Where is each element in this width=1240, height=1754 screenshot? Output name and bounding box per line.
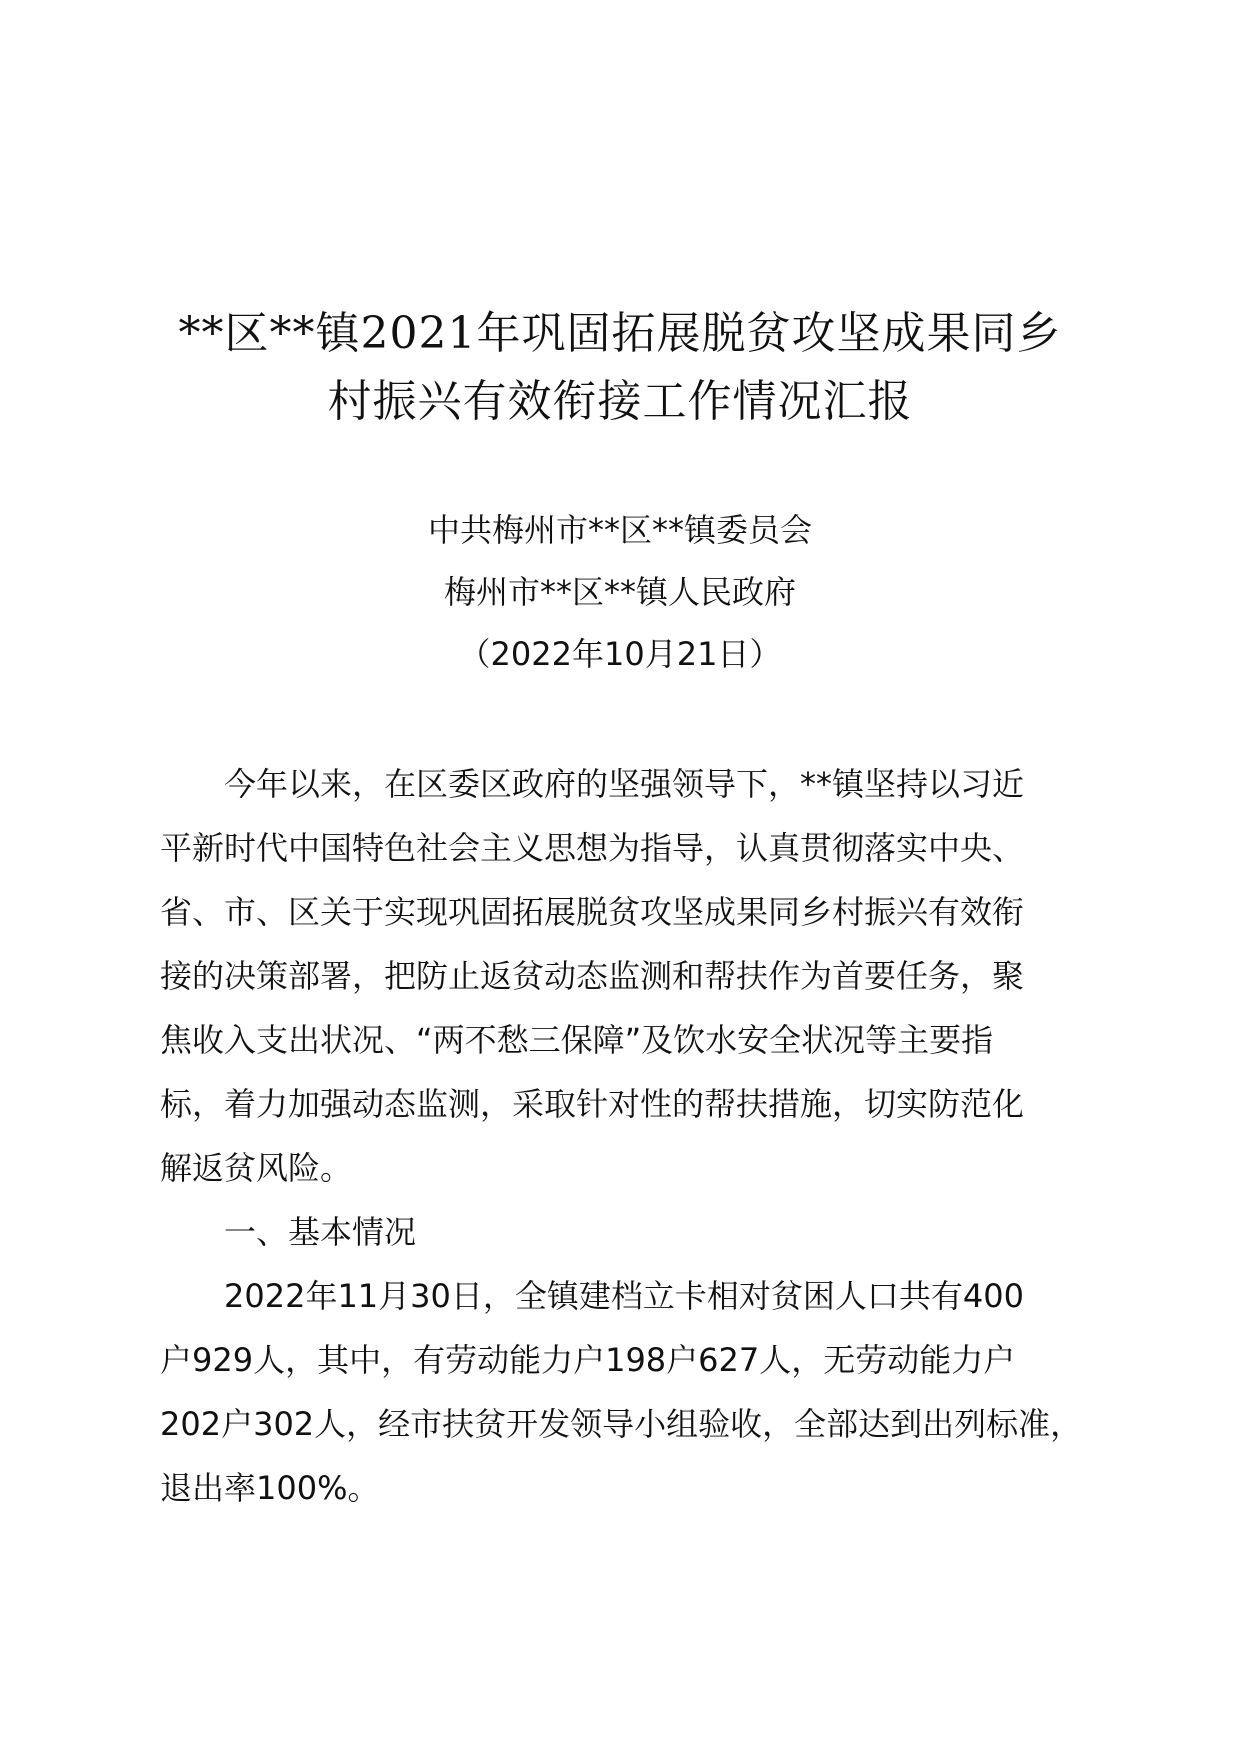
paragraph-line: 今年以来，在区委区政府的坚强领导下，**镇坚持以习近: [224, 765, 1025, 803]
section-heading-basic-situation: [160, 1200, 1080, 1264]
paragraph-line: 焦收入支出状况、“两不愁三保障”及饮水安全状况等主要指: [160, 1021, 994, 1059]
paragraph-line: 2022年11月30日，全镇建档立卡相对贫困人口共有400: [224, 1277, 1024, 1315]
title-line-1: **区**镇2021年巩固拓展脱贫攻坚成果同乡: [178, 308, 1062, 359]
paragraph-line: 标，着力加强动态监测，采取针对性的帮扶措施，切实防范化: [160, 1085, 1025, 1123]
paragraph-basic-situation: [160, 1264, 1083, 1520]
paragraph-line: 202户302人，经市扶贫开发领导小组验收，全部达到出列标准，: [160, 1405, 1083, 1443]
paragraph-line: 平新时代中国特色社会主义思想为指导，认真贯彻落实中央、: [160, 829, 1025, 867]
paragraph-line: 省、市、区关于实现巩固拓展脱贫攻坚成果同乡村振兴有效衔: [160, 893, 1025, 931]
paragraph-intro: [160, 752, 1080, 1200]
paragraph-line: 退出率100%。: [160, 1469, 380, 1507]
section-heading-text: 一、基本情况: [224, 1213, 417, 1251]
paragraph-line: 解返贫风险。: [160, 1149, 353, 1187]
report-date: （2022年10月21日）: [458, 635, 782, 673]
issuer-town-government: 梅州市**区**镇人民政府: [443, 573, 796, 611]
title-line-2: 村振兴有效衔接工作情况汇报: [327, 376, 913, 427]
paragraph-line: 接的决策部署，把防止返贫动态监测和帮扶作为首要任务，聚: [160, 957, 1025, 995]
document-title: [150, 300, 1090, 436]
issuer-party-committee: 中共梅州市**区**镇委员会: [427, 511, 812, 549]
paragraph-line: 户929人，其中，有劳动能力户198户627人，无劳动能力户: [160, 1341, 1016, 1379]
